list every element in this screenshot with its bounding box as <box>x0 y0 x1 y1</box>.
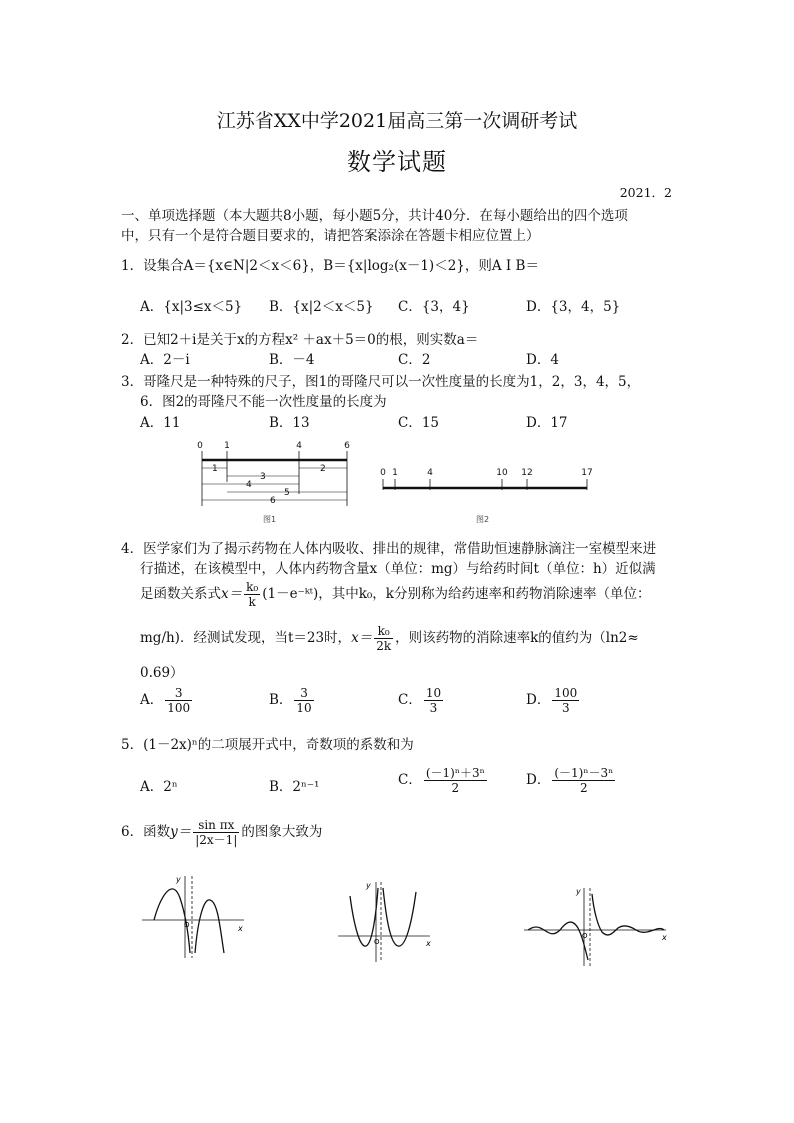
q3-stem-line1: 3．哥隆尺是一种特殊的尺子，图1的哥隆尺可以一次性度量的长度为1，2，3，4，5， <box>121 374 641 390</box>
q4-option-d-den: 3 <box>561 701 570 715</box>
q4-eq1-den: k <box>248 595 256 609</box>
fig2-tick-17: 17 <box>581 468 593 478</box>
fig2-tick-12: 12 <box>521 468 533 478</box>
q4-line4-b: ，则该药物的消除速率k的值约为（ln2≈ <box>395 630 639 646</box>
q1-option-a[interactable]: A．{x|3≤x＜5} <box>140 299 243 315</box>
q4-eq1-fraction <box>244 580 260 609</box>
exam-date: 2021．2 <box>619 185 672 200</box>
q1-option-b[interactable]: B．{x|2＜x＜5} <box>269 299 374 315</box>
q6-text-a: 6．函数 <box>121 824 171 840</box>
q6-text-b: 的图象大致为 <box>241 824 323 840</box>
fig1-tick-6: 6 <box>344 441 350 451</box>
q1-stem <box>121 254 539 274</box>
q1-option-d[interactable]: D．{3，4，5} <box>526 299 621 315</box>
q6-graph-c[interactable] <box>522 882 672 968</box>
q4-option-a[interactable] <box>140 686 194 715</box>
q3-option-d[interactable]: D．17 <box>526 415 568 431</box>
q5-option-d-num: (－1)ⁿ－3ⁿ <box>554 766 614 780</box>
q4-eq2-lhs: x＝ <box>351 630 373 646</box>
q6-graph-b[interactable] <box>336 876 436 964</box>
q4-stem-line5: 0.69） <box>140 665 184 681</box>
q2-option-d[interactable]: D．4 <box>526 352 559 368</box>
golomb-ruler-figure-2 <box>372 460 598 528</box>
q4-eq2-den: 2k <box>376 639 392 653</box>
q6-eq-num: sin πx <box>193 818 239 833</box>
q4-eq2-num: k₀ <box>374 624 393 639</box>
q2-option-a[interactable]: A．2－i <box>140 352 190 368</box>
q4-option-d[interactable] <box>526 686 581 715</box>
q4-option-b-num: 3 <box>294 686 313 701</box>
fig1-span-6: 6 <box>270 496 276 506</box>
q6c-x-label: x <box>662 933 667 942</box>
q4-stem-line4 <box>140 624 639 653</box>
q4-option-d-fraction <box>552 686 579 715</box>
q4-option-c-label: C． <box>398 692 422 708</box>
q3-option-c[interactable]: C．15 <box>398 415 440 431</box>
q2-option-b[interactable]: B．－4 <box>269 352 315 368</box>
q6c-y-label: y <box>576 887 581 896</box>
q3-stem-line2: 6．图2的哥隆尺不能一次性度量的长度为 <box>140 394 387 410</box>
q4-stem-line2: 行描述，在该模型中，人体内药物含量x（单位：mg）与给药时间t（单位：h）近似满 <box>140 561 656 577</box>
fig2-tick-10: 10 <box>496 468 508 478</box>
q5-stem: 5．(1－2x)ⁿ的二项展开式中，奇数项的系数和为 <box>121 737 414 753</box>
q4-option-a-fraction <box>165 686 192 715</box>
q5-option-d-label: D． <box>526 772 551 788</box>
q4-option-c-den: 3 <box>429 701 438 715</box>
q1-set-a: {x∈N|2＜x＜6} <box>206 258 310 274</box>
fig1-span-5: 5 <box>284 488 290 498</box>
q6a-x-label: x <box>238 924 243 933</box>
fig2-caption: 图2 <box>476 515 490 524</box>
q6b-origin-label: O <box>374 938 380 946</box>
fig2-tick-1: 1 <box>392 468 398 478</box>
q5-option-d-fraction <box>552 766 615 795</box>
fig2-tick-0: 0 <box>380 468 386 478</box>
q6-eq-fraction <box>193 818 239 847</box>
q2-option-c[interactable]: C．2 <box>398 352 431 368</box>
q1-set-b: {x|log₂(x－1)＜2} <box>346 258 465 274</box>
q4-stem-line3 <box>140 580 651 609</box>
fig1-span-3: 3 <box>260 472 266 482</box>
q1-text-c: ，则A I B＝ <box>464 258 539 274</box>
q5-option-d-den: 2 <box>580 781 588 795</box>
fig1-span-2: 2 <box>320 464 326 474</box>
q4-stem-line1: 4．医学家们为了揭示药物在人体内吸收、排出的规律，常借助恒速静脉滴注一室模型来进 <box>121 541 657 557</box>
exam-title: 江苏省XX中学2021届高三第一次调研考试 <box>216 110 578 132</box>
q6a-y-label: y <box>176 875 181 884</box>
q5-option-a[interactable]: A．2ⁿ <box>140 779 178 795</box>
q6c-origin-label: O <box>582 932 588 940</box>
q3-option-b[interactable]: B．13 <box>269 415 310 431</box>
q2-stem: 2．已知2＋i是关于x的方程x² ＋ax＋5＝0的根，则实数a＝ <box>121 332 479 348</box>
q4-option-a-num: 3 <box>165 686 192 701</box>
q4-eq1-num: k₀ <box>246 580 259 594</box>
q6-graph-a[interactable] <box>140 868 250 960</box>
q6-eq-den: |2x－1| <box>195 833 238 847</box>
q6-eq-lhs: y＝ <box>170 824 192 840</box>
q4-line3-a: 足函数关系式 <box>140 586 221 602</box>
q4-line3-b: ，其中k₀，k分别称为给药速率和药物消除速率（单位： <box>318 586 651 602</box>
q4-option-c-num: 10 <box>425 686 442 700</box>
q6-stem <box>121 818 322 847</box>
q6b-x-label: x <box>426 939 431 948</box>
q4-option-c-fraction <box>424 686 443 715</box>
q5-option-c[interactable] <box>398 766 489 795</box>
q6b-y-label: y <box>366 881 371 890</box>
section-heading: 一、单项选择题（本大题共8小题，每小题5分，共计40分．在每小题给出的四个选项 <box>121 208 628 224</box>
q4-option-b-label: B． <box>269 692 293 708</box>
q4-option-a-label: A． <box>140 692 164 708</box>
q5-option-c-den: 2 <box>451 781 460 795</box>
q1-text-a: 1．设集合A＝ <box>121 258 207 274</box>
fig1-caption: 图1 <box>263 515 277 524</box>
fig1-tick-0: 0 <box>197 441 203 451</box>
fig1-span-4: 4 <box>246 480 252 490</box>
q4-option-d-num: 100 <box>554 686 578 700</box>
q5-option-c-label: C． <box>398 772 422 788</box>
fig1-tick-1: 1 <box>224 441 230 451</box>
fig1-span-1: 1 <box>212 464 218 474</box>
q5-option-c-num: (－1)ⁿ＋3ⁿ <box>425 766 485 780</box>
q4-line4-a: mg/h)．经测试发现，当t＝23时， <box>140 630 352 646</box>
fig1-tick-4: 4 <box>296 441 302 451</box>
q4-option-c[interactable] <box>398 686 445 715</box>
q5-option-c-fraction <box>424 766 487 795</box>
q4-option-b-fraction <box>294 686 313 715</box>
q1-text-b: ，B＝ <box>309 258 347 274</box>
q1-option-c[interactable]: C．{3，4} <box>398 299 470 315</box>
golomb-ruler-figure-1 <box>190 436 365 528</box>
q5-option-b[interactable]: B．2ⁿ⁻¹ <box>269 779 320 795</box>
q3-option-a[interactable]: A．11 <box>140 415 181 431</box>
q4-eq1-rest: (1－e⁻ᵏᵗ) <box>262 586 319 602</box>
q4-eq1-lhs: x＝ <box>221 586 243 602</box>
q4-eq2-fraction <box>374 624 393 653</box>
fig2-tick-4: 4 <box>427 468 433 478</box>
q5-option-d[interactable] <box>526 766 617 795</box>
q6a-origin-label: O <box>184 921 190 929</box>
section-heading-cont: 中，只有一个是符合题目要求的，请把答案添涂在答题卡相应位置上） <box>121 228 540 244</box>
q4-option-b-den: 10 <box>296 701 312 715</box>
q4-option-b[interactable] <box>269 686 316 715</box>
exam-subtitle: 数学试题 <box>347 148 447 176</box>
q4-option-a-den: 100 <box>167 701 191 715</box>
q4-option-d-label: D． <box>526 692 551 708</box>
